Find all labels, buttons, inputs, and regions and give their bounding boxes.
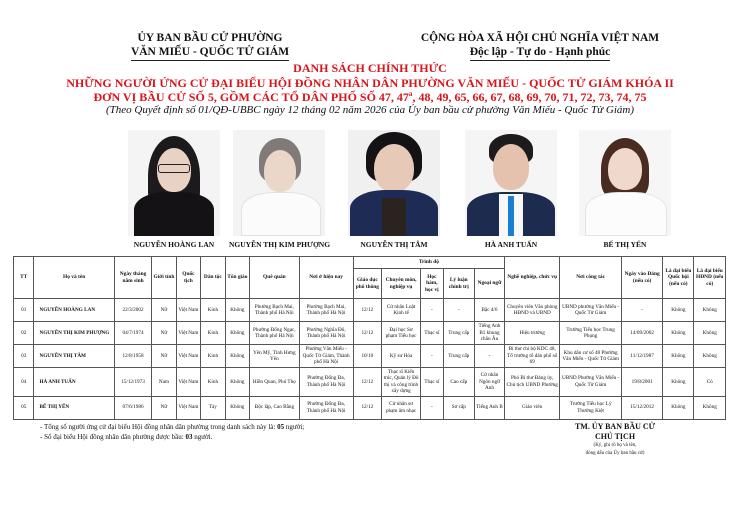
cell-tt: 03: [14, 345, 34, 368]
cell-name: NGUYỄN THỊ TÂM: [34, 345, 114, 368]
cell-na-delegate: Không: [663, 396, 694, 419]
cell-workplace: Trường Tiểu học Trung Phụng: [560, 322, 622, 345]
table-row: [14, 368, 726, 397]
note-total-candidates: [40, 422, 304, 432]
cell-general-edu: 12/12: [353, 396, 381, 419]
note-seats: [40, 432, 304, 442]
cell-gender: Nữ: [152, 299, 176, 322]
cell-party-date: 15/12/2012: [622, 396, 663, 419]
cell-hometown: Hiền Quan, Phú Thọ: [250, 368, 299, 397]
candidate-photo-card: [229, 130, 329, 249]
cell-language: -: [474, 345, 504, 368]
cell-gender: Nữ: [152, 322, 176, 345]
cell-nationality: Việt Nam: [176, 299, 201, 322]
candidate-portrait: [128, 130, 220, 236]
committee-name-line2: VĂN MIẾU - QUỐC TỬ GIÁM: [131, 45, 289, 61]
cell-party-date: 19/8/2001: [622, 368, 663, 397]
signature-instruction-1: (Ký, ghi rõ họ và tên,: [593, 443, 637, 448]
cell-tt: 04: [14, 368, 34, 397]
cell-ethnicity: Kinh: [201, 299, 225, 322]
cell-residence: Phường Đống Đa, Thành phố Hà Nội: [299, 396, 353, 419]
candidate-table: [13, 256, 726, 420]
cell-religion: Không: [225, 299, 250, 322]
cell-hometown: Phường Bạch Mai, Thành phố Hà Nội: [250, 299, 299, 322]
cell-pc-delegate: Không: [694, 299, 726, 322]
national-motto: Độc lập - Tự do - Hạnh phúc: [470, 45, 611, 61]
cell-nationality: Việt Nam: [176, 345, 201, 368]
committee-name-line1: ỦY BAN BẦU CỬ PHƯỜNG: [137, 32, 283, 44]
title-line2: NHỮNG NGƯỜI ỨNG CỬ ĐẠI BIỂU HỘI ĐỒNG NHÂN DÂN PHƯỜNG VĂN MIẾU - QUỐC TỬ GIÁM KHÓA II: [66, 75, 674, 90]
cell-degree: -: [421, 345, 444, 368]
candidate-caption: BẾ THỊ YẾN: [603, 240, 647, 249]
cell-political: -: [443, 299, 474, 322]
cell-degree: -: [421, 299, 444, 322]
cell-workplace: Trường Tiểu học Lý Thường Kiệt: [560, 396, 622, 419]
cell-nationality: Việt Nam: [176, 322, 201, 345]
col-occupation: Nghề nghiệp, chức vụ: [505, 257, 560, 299]
cell-dob: 12/8/1958: [114, 345, 151, 368]
cell-political: Trung cấp: [443, 322, 474, 345]
cell-name: NGUYỄN THỊ KIM PHƯỢNG: [34, 322, 114, 345]
candidate-caption: NGUYỄN HOÀNG LAN: [133, 240, 215, 249]
cell-political: Sơ cấp: [443, 396, 474, 419]
cell-general-edu: 10/10: [353, 345, 381, 368]
cell-degree: -: [421, 396, 444, 419]
title-line1: DANH SÁCH CHÍNH THỨC: [293, 61, 447, 75]
col-na-delegate: Là đại biểu Quốc hội (nếu có): [663, 257, 694, 299]
cell-ethnicity: Kinh: [201, 368, 225, 397]
cell-religion: Không: [225, 345, 250, 368]
col-pc-delegate: Là đại biểu HĐND (nếu có): [694, 257, 726, 299]
cell-language: Bậc 4/6: [474, 299, 504, 322]
col-party-date: Ngày vào Đảng (nếu có): [622, 257, 663, 299]
cell-specialty: Kỹ sư Hóa: [382, 345, 421, 368]
national-title: CỘNG HÒA XÃ HỘI CHỦ NGHĨA VIỆT NAM: [420, 32, 660, 44]
cell-dob: 15/12/1973: [114, 368, 151, 397]
note-text: người.: [192, 433, 213, 441]
cell-religion: Không: [225, 368, 250, 397]
cell-occupation: Giáo viên: [505, 396, 560, 419]
cell-religion: Không: [225, 322, 250, 345]
cell-hometown: Yên Mỹ, Tỉnh Hưng Yên: [250, 345, 299, 368]
col-tt: TT: [14, 257, 34, 299]
note-text: người;: [284, 423, 305, 431]
document-title: [0, 61, 740, 105]
candidate-caption: HÀ ANH TUẤN: [484, 240, 538, 249]
col-dob: Ngày tháng năm sinh: [114, 257, 151, 299]
cell-workplace: UBND Phường Văn Miếu - Quốc Tử Giám: [560, 368, 622, 397]
cell-political: Cao cấp: [443, 368, 474, 397]
candidate-portrait: [465, 130, 557, 236]
signature-instruction-2: đóng dấu của Ủy ban bầu cử): [585, 450, 645, 456]
col-hometown: Quê quán: [250, 257, 299, 299]
cell-specialty: Cử nhân Luật Kinh tế: [382, 299, 421, 322]
cell-general-edu: 12/12: [353, 299, 381, 322]
cell-residence: Phường Văn Miếu - Quốc Tử Giám, Thành phố Hà Nội: [299, 345, 353, 368]
col-residence: Nơi ở hiện nay: [299, 257, 353, 299]
cell-language: Tiếng Anh B1 khung châu Âu: [474, 322, 504, 345]
cell-na-delegate: Không: [663, 299, 694, 322]
cell-occupation: Chuyên viên Văn phòng HĐND và UBND: [505, 299, 560, 322]
note-text: - Số đại biểu Hội đồng nhân dân phường được bầu:: [40, 433, 186, 441]
candidate-caption: NGUYỄN THỊ KIM PHƯỢNG: [229, 240, 331, 249]
committee-header: [120, 31, 300, 61]
cell-degree: Thạc sĩ: [421, 368, 444, 397]
signature-block: [540, 422, 690, 457]
cell-party-date: 14/09/2002: [622, 322, 663, 345]
candidate-portrait: [579, 130, 671, 236]
cell-workplace: Khu dân cư số 48 Phường Văn Miếu - Quốc Tử Giám: [560, 345, 622, 368]
table-row: [14, 299, 726, 322]
cell-na-delegate: Không: [663, 345, 694, 368]
cell-tt: 05: [14, 396, 34, 419]
candidate-photo-card: [124, 130, 224, 249]
cell-workplace: UBND phường Văn Miếu - Quốc Tử Giám: [560, 299, 622, 322]
cell-party-date: 11/12/1987: [622, 345, 663, 368]
cell-gender: Nữ: [152, 396, 176, 419]
col-nationality: Quốc tịch: [176, 257, 201, 299]
cell-pc-delegate: Không: [694, 322, 726, 345]
cell-language: Tiếng Anh B: [474, 396, 504, 419]
cell-hometown: Độc lập, Cao Bằng: [250, 396, 299, 419]
cell-name: HÀ ANH TUẤN: [34, 368, 114, 397]
cell-general-edu: 12/12: [353, 322, 381, 345]
cell-specialty: Thạc sĩ Kiến trúc, Quản lý Đô thị và công trình xây dựng: [382, 368, 421, 397]
col-education-group: Trình độ: [353, 257, 504, 269]
document-subtitle: (Theo Quyết định số 01/QĐ-UBBC ngày 12 tháng 02 năm 2026 của Ủy ban bầu cử phường Văn Miếu - Quốc Tử Giám): [106, 104, 634, 116]
title-line3: ĐƠN VỊ BẦU CỬ SỐ 5, GỒM CÁC TỔ DÂN PHỐ SỐ 47, 47ª, 48, 49, 65, 66, 67, 68, 69, 70, 71, 72, 73, 74, 75: [93, 90, 647, 104]
col-name: Họ và tên: [34, 257, 114, 299]
signature-org: TM. ỦY BAN BẦU CỬ: [574, 422, 656, 431]
candidate-photo-card: [344, 130, 444, 249]
candidate-portrait: [233, 130, 325, 236]
cell-general-edu: 12/12: [353, 368, 381, 397]
cell-occupation: Bí thư chi bộ KDC 48, Tổ trưởng tổ dân phố số 69: [505, 345, 560, 368]
cell-specialty: Đại học Sư phạm Tiểu học: [382, 322, 421, 345]
cell-nationality: Việt Nam: [176, 368, 201, 397]
cell-pc-delegate: Có: [694, 368, 726, 397]
table-row: [14, 345, 726, 368]
national-header: [405, 31, 675, 61]
cell-dob: 04/7/1974: [114, 322, 151, 345]
cell-hometown: Phường Đống Ngạc, Thành phố Hà Nội: [250, 322, 299, 345]
cell-dob: 22/3/2002: [114, 299, 151, 322]
candidate-count: 05: [277, 423, 285, 431]
cell-pc-delegate: Không: [694, 345, 726, 368]
cell-gender: Nam: [152, 368, 176, 397]
seat-count: 03: [185, 433, 193, 441]
cell-pc-delegate: Không: [694, 396, 726, 419]
cell-political: Trung cấp: [443, 345, 474, 368]
cell-occupation: Phó Bí thư Đảng ủy, Chủ tịch UBND Phường: [505, 368, 560, 397]
cell-occupation: Hiệu trưởng: [505, 322, 560, 345]
cell-specialty: Cử nhân sư phạm âm nhạc: [382, 396, 421, 419]
cell-language: Cử nhân Ngôn ngữ Anh: [474, 368, 504, 397]
cell-tt: 01: [14, 299, 34, 322]
table-row: [14, 396, 726, 419]
col-specialty: Chuyên môn, nghiệp vụ: [382, 269, 421, 299]
cell-na-delegate: Không: [663, 322, 694, 345]
note-text: - Tổng số người ứng cử đại biểu Hội đồng nhân dân phường trong danh sách này là:: [40, 423, 278, 431]
cell-religion: Không: [225, 396, 250, 419]
cell-residence: Phường Nghĩa Đô, Thành phố Hà Nội: [299, 322, 353, 345]
cell-dob: 07/6/1986: [114, 396, 151, 419]
signature-title: CHỦ TỊCH: [594, 432, 636, 441]
col-political: Lý luận chính trị: [443, 269, 474, 299]
cell-residence: Phường Đống Đa, Thành phố Hà Nội: [299, 368, 353, 397]
cell-ethnicity: Kinh: [201, 322, 225, 345]
col-gender: Giới tính: [152, 257, 176, 299]
cell-nationality: Việt Nam: [176, 396, 201, 419]
cell-ethnicity: Kinh: [201, 345, 225, 368]
cell-party-date: -: [622, 299, 663, 322]
cell-residence: Phường Bạch Mai, Thành phố Hà Nội: [299, 299, 353, 322]
cell-name: NGUYỄN HOÀNG LAN: [34, 299, 114, 322]
col-general-edu: Giáo dục phổ thông: [353, 269, 381, 299]
candidate-caption: NGUYỄN THỊ TÂM: [360, 240, 428, 249]
candidate-photos: [0, 130, 740, 258]
cell-name: BẾ THỊ YẾN: [34, 396, 114, 419]
candidate-portrait: [348, 130, 440, 236]
col-ethnicity: Dân tộc: [201, 257, 225, 299]
table-row: [14, 322, 726, 345]
candidate-photo-card: [575, 130, 675, 249]
cell-ethnicity: Tày: [201, 396, 225, 419]
col-language: Ngoại ngữ: [474, 269, 504, 299]
candidate-photo-card: [461, 130, 561, 249]
cell-tt: 02: [14, 322, 34, 345]
cell-gender: Nữ: [152, 345, 176, 368]
col-workplace: Nơi công tác: [560, 257, 622, 299]
col-religion: Tôn giáo: [225, 257, 250, 299]
summary-notes: [40, 422, 304, 442]
cell-na-delegate: Không: [663, 368, 694, 397]
col-degree: Học hàm, học vị: [421, 269, 444, 299]
cell-degree: Thạc sĩ: [421, 322, 444, 345]
